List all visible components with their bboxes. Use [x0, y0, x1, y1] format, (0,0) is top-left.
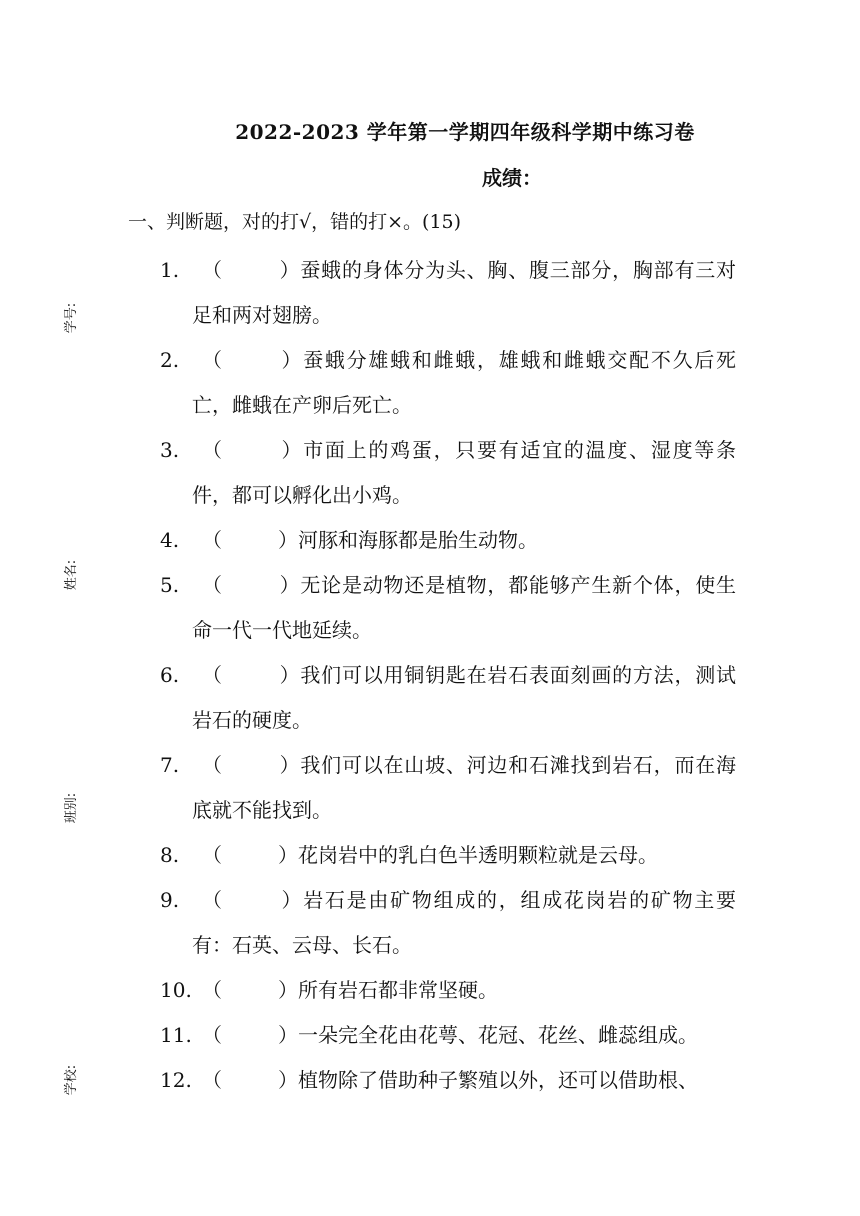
- question-number: 5.: [160, 573, 180, 597]
- question-text: 蚕蛾的身体分为头、胸、腹三部分，胸部有三对足和两对翅膀。: [192, 258, 737, 327]
- question-text: 我们可以用铜钥匙在岩石表面刻画的方法，测试岩石的硬度。: [192, 663, 737, 732]
- question-item: [160, 653, 736, 743]
- score-label: 成绩：: [482, 166, 542, 190]
- answer-paren-close: ）: [279, 888, 304, 912]
- answer-paren-open: （: [202, 348, 224, 372]
- question-item: [160, 248, 736, 338]
- question-text: 植物除了借助种子繁殖以外，还可以借助根、: [298, 1068, 698, 1092]
- answer-paren-close: ）: [279, 348, 304, 372]
- answer-paren-close: ）: [278, 1023, 298, 1047]
- question-text: 所有岩石都非常坚硬。: [298, 978, 498, 1002]
- question-number: 10.: [160, 978, 192, 1002]
- answer-paren-open: （: [202, 438, 224, 462]
- class-label: 班别:: [64, 792, 79, 824]
- answer-paren-close: ）: [278, 843, 298, 867]
- student-no-label: 学号:: [64, 302, 79, 334]
- answer-paren-open: （: [202, 258, 223, 282]
- answer-paren-open: （: [202, 528, 222, 552]
- answer-paren-open: （: [202, 663, 223, 687]
- question-item: [160, 428, 736, 518]
- answer-paren-open: （: [202, 888, 224, 912]
- answer-paren-close: ）: [279, 438, 304, 462]
- question-item: [160, 833, 736, 878]
- answer-paren-open: （: [202, 753, 223, 777]
- answer-paren-close: ）: [278, 528, 298, 552]
- question-text: 我们可以在山坡、河边和石滩找到岩石，而在海底就不能找到。: [192, 753, 737, 822]
- answer-paren-close: ）: [278, 978, 298, 1002]
- answer-paren-close: ）: [278, 573, 301, 597]
- answer-paren-close: ）: [278, 663, 301, 687]
- question-text: 无论是动物还是植物，都能够产生新个体，使生命一代一代地延续。: [192, 573, 737, 642]
- question-number: 2.: [160, 348, 180, 372]
- question-number: 12.: [160, 1068, 192, 1092]
- question-number: 3.: [160, 438, 180, 462]
- answer-paren-open: （: [202, 1023, 222, 1047]
- answer-paren-open: （: [202, 978, 222, 1002]
- question-item: [160, 1058, 736, 1103]
- answer-paren-open: （: [202, 573, 223, 597]
- answer-paren-close: ）: [278, 258, 301, 282]
- answer-paren-open: （: [202, 843, 222, 867]
- question-item: [160, 1013, 736, 1058]
- question-list: [160, 248, 736, 1103]
- question-text: 市面上的鸡蛋，只要有适宜的温度、湿度等条件，都可以孵化出小鸡。: [192, 438, 737, 507]
- question-number: 4.: [160, 528, 180, 552]
- exam-title: 2022-2023 学年第一学期四年级科学期中练习卷: [235, 120, 695, 144]
- question-text: 河豚和海豚都是胎生动物。: [298, 528, 538, 552]
- question-number: 7.: [160, 753, 180, 777]
- question-text: 蚕蛾分雄蛾和雌蛾，雄蛾和雌蛾交配不久后死亡，雌蛾在产卵后死亡。: [192, 348, 737, 417]
- section-heading: 一、判断题，对的打√，错的打×。(15): [128, 211, 462, 233]
- question-number: 8.: [160, 843, 180, 867]
- question-item: [160, 743, 736, 833]
- question-number: 11.: [160, 1023, 192, 1047]
- answer-paren-close: ）: [278, 1068, 298, 1092]
- question-number: 1.: [160, 258, 180, 282]
- answer-paren-close: ）: [278, 753, 301, 777]
- question-item: [160, 968, 736, 1013]
- question-number: 9.: [160, 888, 180, 912]
- answer-paren-open: （: [202, 1068, 222, 1092]
- question-item: [160, 878, 736, 968]
- question-item: [160, 563, 736, 653]
- question-number: 6.: [160, 663, 180, 687]
- name-label: 姓名:: [64, 559, 79, 591]
- question-text: 岩石是由矿物组成的，组成花岗岩的矿物主要有：石英、云母、长石。: [192, 888, 737, 957]
- question-text: 花岗岩中的乳白色半透明颗粒就是云母。: [298, 843, 658, 867]
- school-label: 学校:: [64, 1064, 79, 1096]
- question-item: [160, 338, 736, 428]
- question-text: 一朵完全花由花萼、花冠、花丝、雌蕊组成。: [298, 1023, 698, 1047]
- question-item: [160, 518, 736, 563]
